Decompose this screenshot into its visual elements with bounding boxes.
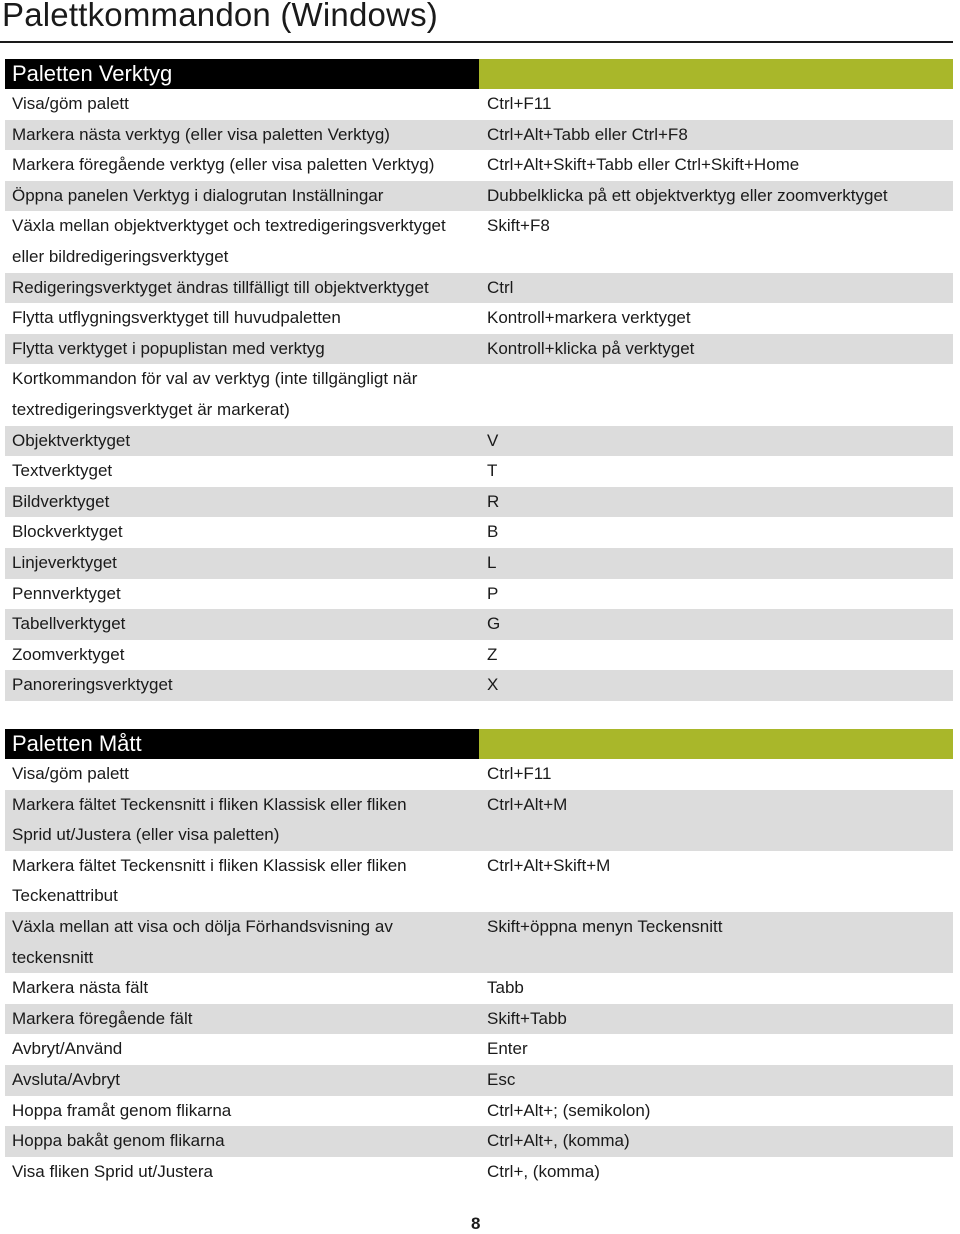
- command-description: Växla mellan att visa och dölja Förhandsvisning av: [12, 916, 393, 936]
- table-row: [5, 242, 953, 273]
- command-description: Linjeverktyget: [12, 552, 117, 572]
- table-row: [5, 273, 953, 304]
- keyboard-shortcut: Kontroll+markera verktyget: [487, 308, 691, 328]
- command-description: Pennverktyget: [12, 583, 121, 603]
- shortcut-table: [5, 759, 953, 1187]
- section-header: [5, 729, 953, 759]
- keyboard-shortcut: [487, 820, 953, 851]
- command-description: textredigeringsverktyget är markerat): [12, 399, 290, 419]
- command-description: Tabellverktyget: [12, 614, 126, 634]
- keyboard-shortcut: Ctrl+, (komma): [487, 1161, 600, 1181]
- table-row: [5, 426, 953, 457]
- command-description: Panoreringsverktyget: [12, 675, 173, 695]
- keyboard-shortcut: [487, 364, 953, 395]
- table-row: [5, 640, 953, 671]
- table-row: [5, 579, 953, 610]
- table-row: [5, 1004, 953, 1035]
- table-row: [5, 1096, 953, 1127]
- section-header-accent: [479, 59, 953, 89]
- keyboard-shortcut: Ctrl+F11: [487, 94, 552, 113]
- table-row: [5, 395, 953, 426]
- table-row: [5, 150, 953, 181]
- command-description: Objektverktyget: [12, 430, 131, 450]
- keyboard-shortcut: Ctrl+Alt+, (komma): [487, 1131, 630, 1151]
- command-description: Avsluta/Avbryt: [12, 1069, 121, 1089]
- command-description: Flytta utflygningsverktyget till huvudpaletten: [12, 308, 341, 328]
- command-description: Visa fliken Sprid ut/Justera: [12, 1161, 213, 1181]
- keyboard-shortcut: Skift+öppna menyn Teckensnitt: [487, 916, 723, 936]
- table-row: [5, 456, 953, 487]
- table-row: [5, 89, 953, 120]
- keyboard-shortcut: Dubbelklicka på ett objektverktyg eller zoomverktyget: [487, 185, 888, 205]
- command-description: Markera föregående fält: [12, 1008, 193, 1028]
- section-header-accent: [479, 729, 953, 759]
- keyboard-shortcut: L: [487, 552, 497, 572]
- command-description: Visa/göm palett: [12, 94, 129, 113]
- table-row: [5, 670, 953, 701]
- page-number: 8: [471, 1214, 481, 1233]
- section-paletten-verktyg: [5, 59, 953, 701]
- page-title: Palettkommandon (Windows): [2, 0, 438, 33]
- keyboard-shortcut: Tabb: [487, 978, 524, 998]
- keyboard-shortcut: G: [487, 614, 501, 634]
- keyboard-shortcut: Ctrl+Alt+; (semikolon): [487, 1100, 651, 1120]
- keyboard-shortcut: Ctrl+Alt+Skift+Tabb eller Ctrl+Skift+Home: [487, 155, 800, 175]
- table-row: [5, 851, 953, 882]
- table-row: [5, 120, 953, 151]
- command-description: Bildverktyget: [12, 491, 110, 511]
- table-row: [5, 303, 953, 334]
- keyboard-shortcut: Ctrl: [487, 277, 514, 297]
- command-description: Hoppa framåt genom flikarna: [12, 1100, 232, 1120]
- command-description: Blockverktyget: [12, 522, 123, 542]
- keyboard-shortcut: Ctrl+Alt+M: [487, 794, 568, 814]
- section-header: [5, 59, 953, 89]
- table-row: [5, 820, 953, 851]
- keyboard-shortcut: [487, 881, 953, 912]
- table-row: [5, 912, 953, 943]
- table-row: [5, 609, 953, 640]
- command-description: Hoppa bakåt genom flikarna: [12, 1131, 225, 1151]
- shortcut-table: [5, 89, 953, 701]
- command-description: Markera fältet Teckensnitt i fliken Klassisk eller fliken: [12, 794, 407, 814]
- table-row: [5, 211, 953, 242]
- keyboard-shortcut: Ctrl+Alt+Tabb eller Ctrl+F8: [487, 124, 688, 144]
- keyboard-shortcut: [487, 242, 953, 273]
- keyboard-shortcut: Z: [487, 644, 498, 664]
- keyboard-shortcut: Enter: [487, 1039, 528, 1059]
- command-description: Flytta verktyget i popuplistan med verktyg: [12, 338, 325, 358]
- table-row: [5, 334, 953, 365]
- keyboard-shortcut: B: [487, 522, 499, 542]
- table-row: [5, 759, 953, 790]
- table-row: [5, 973, 953, 1004]
- table-row: [5, 364, 953, 395]
- command-description: Zoomverktyget: [12, 644, 125, 664]
- keyboard-shortcut: Skift+F8: [487, 216, 550, 236]
- table-row: [5, 487, 953, 518]
- command-description: Kortkommandon för val av verktyg (inte tillgängligt när: [12, 369, 418, 389]
- table-row: [5, 881, 953, 912]
- command-description: Teckenattribut: [12, 886, 118, 906]
- command-description: teckensnitt: [12, 947, 94, 967]
- command-description: eller bildredigeringsverktyget: [12, 246, 229, 266]
- table-row: [5, 181, 953, 212]
- keyboard-shortcut: T: [487, 461, 498, 481]
- command-description: Markera nästa fält: [12, 978, 149, 998]
- keyboard-shortcut: P: [487, 583, 499, 603]
- table-row: [5, 517, 953, 548]
- table-row: [5, 1126, 953, 1157]
- section-paletten-matt: [5, 729, 953, 1187]
- table-row: [5, 1034, 953, 1065]
- title-divider: [0, 41, 953, 43]
- keyboard-shortcut: Ctrl+Alt+Skift+M: [487, 855, 611, 875]
- command-description: Redigeringsverktyget ändras tillfälligt till objektverktyget: [12, 277, 429, 297]
- command-description: Växla mellan objektverktyget och textredigeringsverktyget: [12, 216, 446, 236]
- keyboard-shortcut: Skift+Tabb: [487, 1008, 567, 1028]
- command-description: Öppna panelen Verktyg i dialogrutan Inställningar: [12, 185, 384, 205]
- keyboard-shortcut: [487, 395, 953, 426]
- command-description: Markera nästa verktyg (eller visa paletten Verktyg): [12, 124, 390, 144]
- command-description: Visa/göm palett: [12, 764, 129, 783]
- command-description: Avbryt/Använd: [12, 1039, 123, 1059]
- keyboard-shortcut: Kontroll+klicka på verktyget: [487, 338, 695, 358]
- command-description: Sprid ut/Justera (eller visa paletten): [12, 825, 280, 845]
- table-row: [5, 1065, 953, 1096]
- keyboard-shortcut: V: [487, 430, 499, 450]
- keyboard-shortcut: Ctrl+F11: [487, 764, 552, 783]
- keyboard-shortcut: [487, 943, 953, 974]
- command-description: Markera fältet Teckensnitt i fliken Klassisk eller fliken: [12, 855, 407, 875]
- keyboard-shortcut: R: [487, 491, 500, 511]
- command-description: Markera föregående verktyg (eller visa paletten Verktyg): [12, 155, 435, 175]
- table-row: [5, 943, 953, 974]
- section-title: Paletten Verktyg: [5, 59, 479, 89]
- keyboard-shortcut: X: [487, 675, 499, 695]
- section-title: Paletten Mått: [5, 729, 479, 759]
- table-row: [5, 548, 953, 579]
- table-row: [5, 790, 953, 821]
- command-description: Textverktyget: [12, 461, 113, 481]
- table-row: [5, 1157, 953, 1188]
- keyboard-shortcut: Esc: [487, 1069, 516, 1089]
